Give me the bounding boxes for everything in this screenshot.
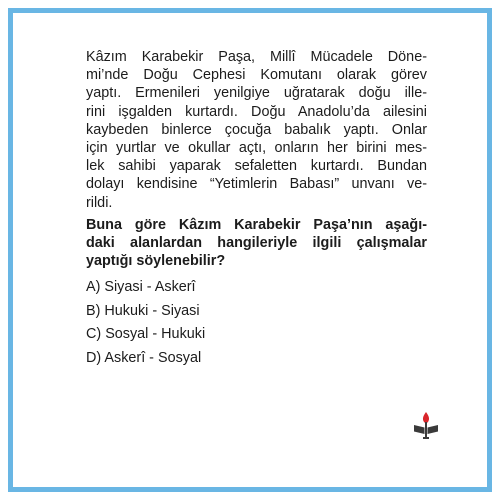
option-text: Sosyal - Hukuki [105,326,206,343]
logo-handle [425,422,427,437]
option-letter: D) [86,349,102,366]
passage-text [86,48,427,212]
option-letter: B) [86,302,101,319]
option-d[interactable] [86,347,427,371]
option-letter: A) [86,279,101,296]
option-c[interactable] [86,323,427,347]
option-b[interactable] [86,300,427,324]
option-text: Siyasi - Askerî [104,279,196,296]
passage-line: için yurtlar ve okullar açtı, onların her birini mes- [86,140,427,157]
question-content [86,48,427,370]
option-text: Hukuki - Siyasi [104,302,200,319]
logo-book-left [414,425,425,434]
logo-book-right [428,425,439,434]
passage-line: rildi. [86,194,113,211]
question-line: Buna göre Kâzım Karabekir Paşa’nın aşağı- [86,216,427,233]
logo-base [423,437,429,439]
answer-options [86,276,427,370]
question-stem [86,216,427,271]
passage-line: yaptı. Ermenileri yenilgiye uğratarak doğu ille- [86,85,427,102]
option-text: Askerî - Sosyal [104,349,202,366]
question-line: yaptığı söylenebilir? [86,253,226,270]
passage-line: mi’nde Doğu Cephesi Komutanı olarak görev [86,67,427,84]
passage-line: dolayı kendisine “Yetimlerin Babası” unvanı ve- [86,176,427,193]
logo-flame [423,412,429,423]
passage-line: rini işgalden kurtardı. Doğu Anadolu’da ailesini [86,103,427,120]
option-a[interactable] [86,276,427,300]
question-card [8,8,492,492]
passage-line: kaybeden binlerce çocuğa babalık yaptı. Onlar [86,121,427,138]
option-letter: C) [86,326,102,343]
question-line: daki alanlardan hangileriyle ilgili çalışmalar [86,235,427,252]
passage-line: lek sahibi yaparak sefaletten kurtardı. Bundan [86,158,427,175]
passage-line: Kâzım Karabekir Paşa, Millî Mücadele Döne- [86,49,427,65]
meb-logo-icon [413,411,439,441]
